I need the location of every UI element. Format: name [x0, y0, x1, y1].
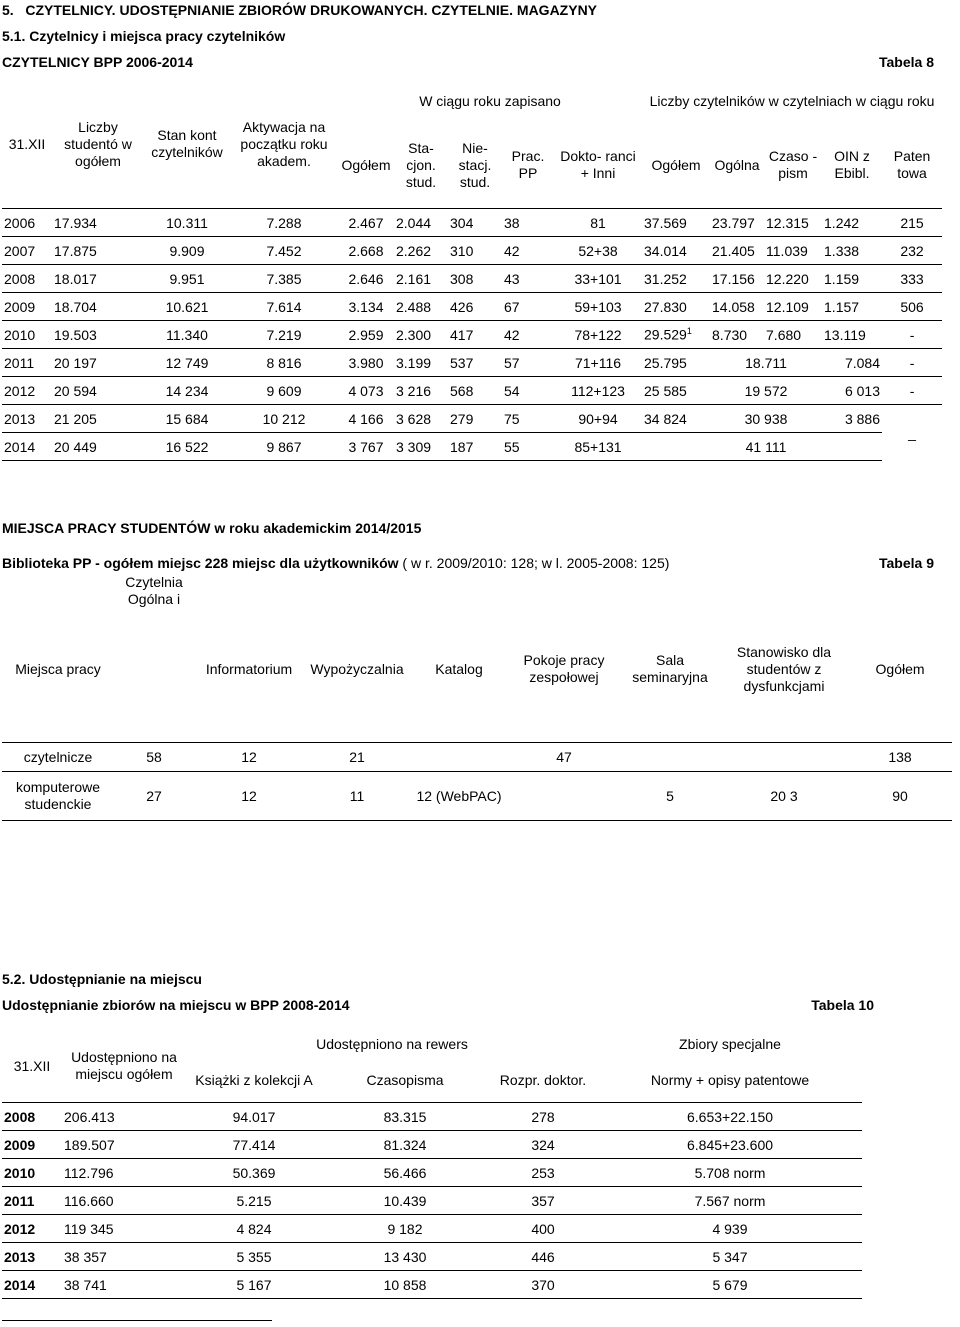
t10-cell: 4 939	[598, 1215, 862, 1243]
t8-cell: 2010	[2, 321, 52, 349]
table9-subtitle-bold: Biblioteka PP - ogółem miejsc 228 miejsc dla użytkowników	[2, 555, 399, 571]
t8-cell: 17.156	[710, 265, 764, 293]
section2-heading: MIEJSCA PRACY STUDENTÓW w roku akademickim 2014/2015	[2, 520, 422, 536]
t8-cell: 10.311	[144, 209, 230, 237]
t8-cell: 14 234	[144, 377, 230, 405]
t8-cell: 25.795	[642, 349, 710, 377]
t9-cell: 47	[556, 749, 572, 765]
t8-cell: 18.711	[710, 349, 822, 377]
t10-header-czasopisma: Czasopisma	[366, 1072, 444, 1088]
t8-cell: 232	[882, 237, 942, 265]
t10-cell: 94.017	[186, 1103, 322, 1131]
t8-cell: 43	[502, 265, 554, 293]
t8-cell: 18.704	[52, 293, 144, 321]
t8-cell: -	[882, 377, 942, 405]
t8-cell: 7.680	[764, 321, 822, 349]
t8-cell: 3 216	[394, 377, 448, 405]
t8-cell: 568	[448, 377, 502, 405]
t8-cell: 75	[502, 405, 554, 433]
t8-cell: 2012	[2, 377, 52, 405]
t8-header-ogolna: Ogólna	[714, 157, 760, 173]
t8-cell	[642, 433, 710, 461]
t10-cell: 5 679	[598, 1271, 862, 1299]
t8-cell: 38	[502, 209, 554, 237]
footnote-separator	[2, 1320, 272, 1321]
t8-cell: 85+131	[554, 433, 642, 461]
t8-cell: 90+94	[554, 405, 642, 433]
table10-title: Udostępnianie zbiorów na miejscu w BPP 2008-2014	[2, 997, 350, 1013]
t9-header-miejsca: Miejsca pracy	[15, 661, 101, 677]
t9-cell: 12	[241, 749, 257, 765]
t8-cell: 81	[554, 209, 642, 237]
t9-cell	[410, 743, 508, 772]
t8-cell: 7.614	[230, 293, 338, 321]
table9-subtitle	[2, 555, 669, 571]
t9-cell	[620, 743, 720, 772]
t9-header-informatorium: Informatorium	[205, 661, 293, 677]
t10-cell: 77.414	[186, 1131, 322, 1159]
t8-cell: -	[882, 321, 942, 349]
t8-cell: 2.646	[338, 265, 394, 293]
table-row	[2, 321, 942, 349]
t9-header-stanowisko: Stanowisko dla studentów z dysfunkcjami	[736, 643, 832, 694]
t9-cell: 12 (WebPAC)	[416, 787, 502, 804]
t9-cell: 5	[666, 788, 674, 804]
t8-cell: 17.875	[52, 237, 144, 265]
t8-cell: 12.109	[764, 293, 822, 321]
table-row	[2, 209, 942, 237]
t8-cell: 4 073	[338, 377, 394, 405]
t8-header-stan: Stan kont czytelników	[151, 127, 223, 160]
t8-cell: 187	[448, 433, 502, 461]
t8-cell: 20 594	[52, 377, 144, 405]
t10-cell: 5 347	[598, 1243, 862, 1271]
t8-cell: 2.959	[338, 321, 394, 349]
t8-cell: 78+122	[554, 321, 642, 349]
t10-header-date: 31.XII	[13, 1058, 51, 1074]
t9-header-czytelnia: Czytelnia Ogólna i	[125, 574, 183, 607]
t8-header-niestacjonarni: Nie- stacj. stud.	[458, 139, 492, 190]
table-row	[2, 1243, 862, 1271]
t10-cell: 116.660	[62, 1187, 186, 1215]
t8-cell: 3 628	[394, 405, 448, 433]
t10-cell: 2011	[2, 1187, 62, 1215]
t8-header-stacjonarni: Sta- cjon. stud.	[405, 139, 437, 190]
t9-cell	[720, 743, 848, 772]
t10-cell: 2009	[2, 1131, 62, 1159]
section-heading: 5.1. Czytelnicy i miejsca pracy czytelników	[2, 28, 286, 44]
t8-cell: 12.220	[764, 265, 822, 293]
t9-spacer	[2, 724, 952, 743]
t10-cell: 2013	[2, 1243, 62, 1271]
t10-cell: 83.315	[322, 1103, 488, 1131]
t8-cell: 8.730	[710, 321, 764, 349]
t9-cell: 12	[241, 788, 257, 804]
t8-cell: 2.668	[338, 237, 394, 265]
t8-cell: 27.830	[642, 293, 710, 321]
t8-cell: 3.199	[394, 349, 448, 377]
t10-cell: 2012	[2, 1215, 62, 1243]
t8-cell: 8 816	[230, 349, 338, 377]
t8-cell: 215	[882, 209, 942, 237]
t8-cell: 4 166	[338, 405, 394, 433]
table-row	[2, 1187, 862, 1215]
t8-cell: 2008	[2, 265, 52, 293]
t9-header-ogolem: Ogółem	[875, 661, 925, 677]
table-row	[2, 265, 942, 293]
t8-cell: 2009	[2, 293, 52, 321]
t8-cell: _	[882, 405, 942, 461]
t8-cell: 15 684	[144, 405, 230, 433]
t8-cell: 71+116	[554, 349, 642, 377]
t8-cell: 2.300	[394, 321, 448, 349]
t8-cell: 2.161	[394, 265, 448, 293]
t8-header-date: 31.XII	[8, 136, 46, 152]
table-row	[2, 1215, 862, 1243]
t10-cell: 5.215	[186, 1187, 322, 1215]
t8-cell: 2007	[2, 237, 52, 265]
t8-cell: 19.503	[52, 321, 144, 349]
table-row	[2, 377, 942, 405]
t8-cell: 17.934	[52, 209, 144, 237]
t9-cell: 20 3	[770, 788, 798, 804]
t8-cell: 1.159	[822, 265, 882, 293]
table-10	[2, 1030, 862, 1299]
t8-cell: 2013	[2, 405, 52, 433]
table-9	[2, 574, 952, 821]
table-row	[2, 237, 942, 265]
t10-cell: 10 858	[322, 1271, 488, 1299]
table-row	[2, 405, 942, 433]
t8-cell: 2.467	[338, 209, 394, 237]
t8-cell: 18.017	[52, 265, 144, 293]
t10-cell: 357	[488, 1187, 598, 1215]
t10-cell: 400	[488, 1215, 598, 1243]
t10-cell: 13 430	[322, 1243, 488, 1271]
t10-header-udostepniono: Udostępniono na miejscu ogółem	[71, 1049, 177, 1082]
t10-cell: 2008	[2, 1103, 62, 1131]
t8-cell: 37.569	[642, 209, 710, 237]
t10-cell: 5.708 norm	[598, 1159, 862, 1187]
chapter-heading: 5. CZYTELNICY. UDOSTĘPNIANIE ZBIORÓW DRUKOWANYCH. CZYTELNIE. MAGAZYNY	[2, 2, 598, 18]
t10-cell: 7.567 norm	[598, 1187, 862, 1215]
t8-cell: 2.262	[394, 237, 448, 265]
t9-cell: 21	[349, 749, 365, 765]
t8-cell: 6 013	[822, 377, 882, 405]
t8-cell: 30 938	[710, 405, 822, 433]
t8-cell: 11.340	[144, 321, 230, 349]
t8-cell: 57	[502, 349, 554, 377]
t8-cell: 426	[448, 293, 502, 321]
t9-cell: 58	[146, 749, 162, 765]
t8-header-group-zapisano: W ciągu roku zapisano	[419, 93, 561, 109]
t8-cell: 20 197	[52, 349, 144, 377]
t10-cell: 10.439	[322, 1187, 488, 1215]
t9-cell	[508, 772, 620, 821]
table-row	[2, 349, 942, 377]
t10-cell: 9 182	[322, 1215, 488, 1243]
t10-cell: 2014	[2, 1271, 62, 1299]
t10-cell: 2010	[2, 1159, 62, 1187]
t8-cell: 2006	[2, 209, 52, 237]
t9-header-pokoje: Pokoje pracy zespołowej	[523, 652, 605, 685]
t8-header-prac: Prac. PP	[511, 148, 545, 181]
t8-cell: 16 522	[144, 433, 230, 461]
t10-cell: 112.796	[62, 1159, 186, 1187]
table-row	[2, 772, 952, 821]
table-row	[2, 743, 952, 772]
t8-header-doktoranci: Dokto- ranci + Inni	[560, 148, 636, 181]
t10-cell: 56.466	[322, 1159, 488, 1187]
t8-cell: 333	[882, 265, 942, 293]
t8-cell	[822, 433, 882, 461]
t8-cell: 279	[448, 405, 502, 433]
t8-cell: 7.452	[230, 237, 338, 265]
t8-cell: 7.219	[230, 321, 338, 349]
t8-cell: 34 824	[642, 405, 710, 433]
table-row	[2, 293, 942, 321]
t10-cell: 446	[488, 1243, 598, 1271]
table-row	[2, 433, 942, 461]
t8-cell: 506	[882, 293, 942, 321]
t8-cell: 41 111	[710, 433, 822, 461]
footnote-mark: 1	[686, 326, 692, 337]
table9-subtitle-rest: ( w r. 2009/2010: 128; w l. 2005-2008: 125)	[398, 555, 670, 571]
t10-header-rozprawy: Rozpr. doktor.	[499, 1071, 587, 1088]
t8-cell: 10.621	[144, 293, 230, 321]
t8-cell-value: 29.529	[644, 326, 687, 343]
t10-cell: 4 824	[186, 1215, 322, 1243]
t8-cell: 3.134	[338, 293, 394, 321]
table-row	[2, 1103, 862, 1131]
t8-cell: 1.242	[822, 209, 882, 237]
t10-cell: 38 357	[62, 1243, 186, 1271]
t8-cell: 55	[502, 433, 554, 461]
t8-cell: 537	[448, 349, 502, 377]
t8-cell: 7.084	[822, 349, 882, 377]
t10-cell: 324	[488, 1131, 598, 1159]
t8-cell: 3 309	[394, 433, 448, 461]
t8-cell: 11.039	[764, 237, 822, 265]
t8-header-oin: OIN z Ebibl.	[834, 148, 870, 181]
t10-header-normy: Normy + opisy patentowe	[650, 1072, 810, 1088]
t8-cell: 308	[448, 265, 502, 293]
t9-header-sala: Sala seminaryjna	[632, 652, 708, 685]
t9-cell: 27	[146, 788, 162, 804]
t8-cell: 9.951	[144, 265, 230, 293]
t8-cell: 42	[502, 237, 554, 265]
t10-cell: 253	[488, 1159, 598, 1187]
t8-header-ogolem: Ogółem	[341, 157, 391, 173]
t8-cell: 310	[448, 237, 502, 265]
t8-cell: 9.909	[144, 237, 230, 265]
t8-cell	[642, 321, 710, 349]
t9-blank	[2, 574, 114, 614]
table-8	[2, 80, 942, 461]
t8-cell: 59+103	[554, 293, 642, 321]
t10-cell: 81.324	[322, 1131, 488, 1159]
t10-cell: 6.845+23.600	[598, 1131, 862, 1159]
t8-header-patentowa: Paten towa	[893, 148, 931, 181]
t10-header-ksiazki: Książki z kolekcji A	[195, 1072, 313, 1088]
t8-cell: 2.488	[394, 293, 448, 321]
t8-header-aktywacja: Aktywacja na początku roku akadem.	[240, 118, 328, 169]
t9-header-wypozyczalnia: Wypożyczalnia	[310, 661, 404, 677]
t8-cell: 1.157	[822, 293, 882, 321]
t8-cell: 54	[502, 377, 554, 405]
t10-cell: 6.653+22.150	[598, 1103, 862, 1131]
t8-cell: 3 767	[338, 433, 394, 461]
table-row	[2, 1131, 862, 1159]
t10-cell: 119 345	[62, 1215, 186, 1243]
t9-cell: 138	[888, 749, 912, 765]
t8-cell: 13.119	[822, 321, 882, 349]
t8-cell: 20 449	[52, 433, 144, 461]
t8-cell: 3.980	[338, 349, 394, 377]
t10-cell: 278	[488, 1103, 598, 1131]
t10-cell: 5 355	[186, 1243, 322, 1271]
t8-cell: 9 867	[230, 433, 338, 461]
t10-cell: 370	[488, 1271, 598, 1299]
t8-cell: 9 609	[230, 377, 338, 405]
t8-cell: -	[882, 349, 942, 377]
t10-cell: 5 167	[186, 1271, 322, 1299]
t8-cell: 33+101	[554, 265, 642, 293]
t8-header-group-czytelnie: Liczby czytelników w czytelniach w ciągu roku	[649, 92, 935, 109]
t8-cell: 12.315	[764, 209, 822, 237]
t8-cell: 14.058	[710, 293, 764, 321]
table8-title: CZYTELNICY BPP 2006-2014	[2, 54, 193, 70]
t8-cell: 21 205	[52, 405, 144, 433]
table9-label: Tabela 9	[879, 555, 934, 571]
t8-cell: 19 572	[710, 377, 822, 405]
t10-cell: 189.507	[62, 1131, 186, 1159]
t8-cell: 1.338	[822, 237, 882, 265]
t8-cell: 417	[448, 321, 502, 349]
table8-label: Tabela 8	[879, 54, 934, 70]
t8-cell: 34.014	[642, 237, 710, 265]
t8-cell: 52+38	[554, 237, 642, 265]
t8-cell: 67	[502, 293, 554, 321]
t9-cell: 11	[349, 788, 365, 804]
t8-cell: 3 886	[822, 405, 882, 433]
t8-cell: 23.797	[710, 209, 764, 237]
t8-cell: 7.288	[230, 209, 338, 237]
t8-cell: 21.405	[710, 237, 764, 265]
section3-heading: 5.2. Udostępnianie na miejscu	[2, 971, 202, 987]
t8-cell: 12 749	[144, 349, 230, 377]
t9-cell: 90	[892, 788, 908, 804]
t8-cell: 304	[448, 209, 502, 237]
t8-cell: 31.252	[642, 265, 710, 293]
t8-cell: 25 585	[642, 377, 710, 405]
t8-cell: 2014	[2, 433, 52, 461]
table-row	[2, 1271, 862, 1299]
t8-cell: 112+123	[554, 377, 642, 405]
t8-cell: 7.385	[230, 265, 338, 293]
t8-cell: 2.044	[394, 209, 448, 237]
t10-cell: 206.413	[62, 1103, 186, 1131]
t8-header-students: Liczby studentó w ogółem	[64, 118, 132, 169]
t8-header-czasopism: Czaso -pism	[768, 148, 818, 181]
t10-cell: 38 741	[62, 1271, 186, 1299]
t10-header-zbiory: Zbiory specjalne	[679, 1036, 781, 1052]
t9-row-label: czytelnicze	[23, 749, 93, 765]
t10-header-rewers: Udostępniono na rewers	[316, 1036, 468, 1052]
t8-header-ogolem2: Ogółem	[651, 157, 701, 173]
table10-label: Tabela 10	[811, 997, 874, 1013]
t9-blank	[114, 614, 194, 724]
t8-cell: 10 212	[230, 405, 338, 433]
table-row	[2, 1159, 862, 1187]
t9-blank	[194, 574, 952, 614]
t9-row-label: komputerowe studenckie	[15, 779, 101, 812]
t8-cell: 2011	[2, 349, 52, 377]
t9-header-katalog: Katalog	[435, 661, 483, 677]
t8-cell: 42	[502, 321, 554, 349]
t10-cell: 50.369	[186, 1159, 322, 1187]
